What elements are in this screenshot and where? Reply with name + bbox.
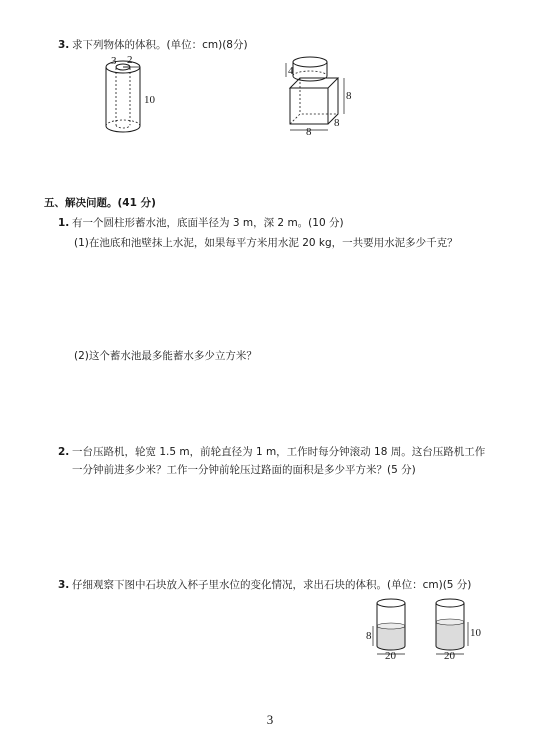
cup1-water-height-label: 8	[366, 630, 372, 642]
p1-sub1: (1)在池底和池壁抹上水泥，如果每平方米用水泥 20 kg，一共要用水泥多少千克？	[74, 237, 458, 249]
cylinder-on-cube-figure	[282, 56, 362, 136]
p1-number: 1.	[58, 217, 70, 229]
q3a-number: 3.	[58, 39, 70, 51]
section-five-title: 五、解决问题。(41 分)	[44, 197, 156, 209]
cube-height-label: 8	[346, 90, 352, 102]
cup1-width-label: 20	[385, 650, 396, 662]
p1-prompt: 有一个圆柱形蓄水池，底面半径为 3 m，深 2 m。(10 分)	[72, 217, 344, 229]
cyl-outer-label: 2	[127, 54, 133, 66]
p2-line1: 一台压路机，轮宽 1.5 m，前轮直径为 1 m，工作时每分钟滚动 18 周。这台压路机工作	[72, 446, 486, 458]
cup-after-figure	[428, 598, 488, 660]
cube-width-label: 8	[306, 126, 312, 138]
hollow-cylinder-figure	[95, 56, 165, 136]
p3-prompt: 仔细观察下图中石块放入杯子里水位的变化情况，求出石块的体积。(单位：cm)(5 分)	[72, 579, 472, 591]
p3-number: 3.	[58, 579, 70, 591]
page-number: 3	[266, 712, 274, 727]
cube-depth-label: 8	[334, 117, 340, 129]
cup-before-figure	[366, 598, 416, 660]
cyl-inner-label: 3	[111, 55, 117, 67]
p1-sub2: (2)这个蓄水池最多能蓄水多少立方米？	[74, 350, 257, 362]
cup2-water-height-label: 10	[470, 627, 481, 639]
cup2-width-label: 20	[444, 650, 455, 662]
p2-line2: 一分钟前进多少米？工作一分钟前轮压过路面的面积是多少平方米？(5 分)	[72, 464, 416, 476]
q3a-prompt: 求下列物体的体积。(单位：cm)(8分)	[72, 39, 248, 51]
p2-number: 2.	[58, 446, 70, 458]
cyl-height-4-label: 4	[288, 65, 294, 77]
cyl-height-label: 10	[144, 94, 155, 106]
